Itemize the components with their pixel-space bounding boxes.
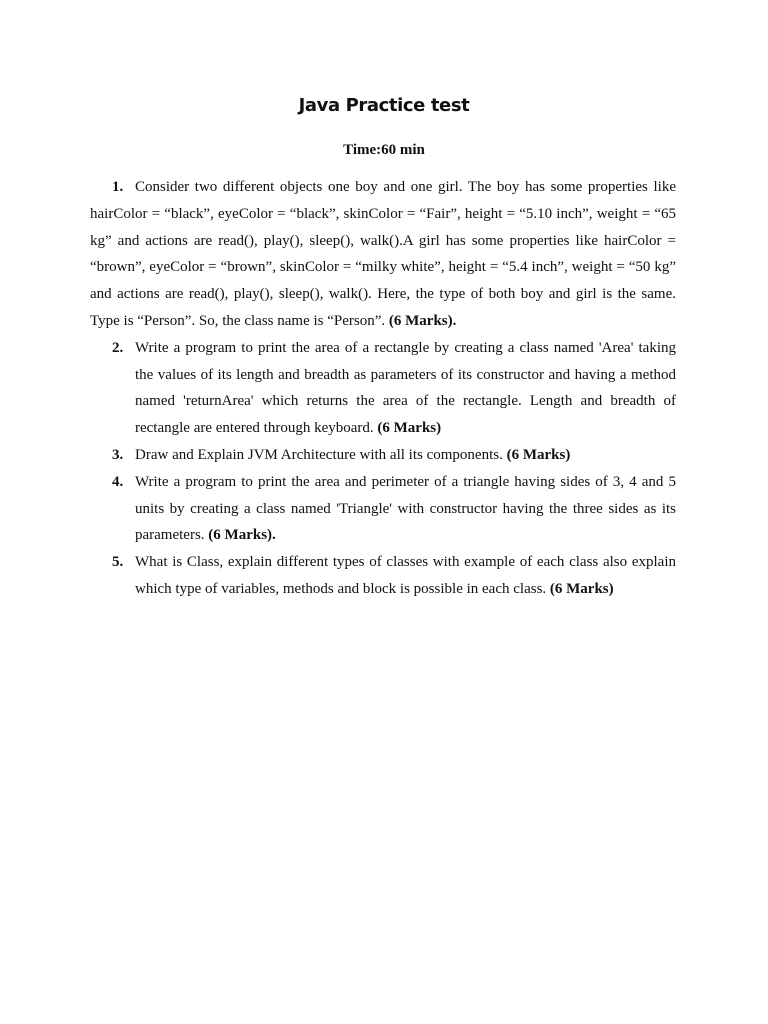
question-2 <box>90 335 676 442</box>
question-1 <box>90 174 676 335</box>
time-limit: Time:60 min <box>343 142 425 158</box>
question-marks: (6 Marks). <box>388 312 457 329</box>
question-5 <box>90 549 676 603</box>
question-text: Write a program to print the area of a rectangle by creating a class named 'Area' taking the values of its length and breadth as parameters of its constructor and having a method named 'returnArea' which returns the area of the rectangle. Length and breadth of rectangle are entered through keyboard. <box>135 339 676 437</box>
question-4 <box>90 469 676 549</box>
question-marks: (6 Marks) <box>377 420 442 437</box>
question-marks: (6 Marks) <box>549 580 614 597</box>
question-list <box>90 174 676 603</box>
question-text: What is Class, explain different types of classes with example of each class also explain which type of variables, methods and block is possible in each class. <box>135 554 676 597</box>
question-text: Draw and Explain JVM Architecture with all its components. <box>135 446 503 463</box>
document-title: Java Practice test <box>298 95 470 116</box>
question-number: 4. <box>112 473 124 490</box>
question-marks: (6 Marks). <box>208 527 276 544</box>
question-3 <box>90 442 676 469</box>
question-text: Write a program to print the area and perimeter of a triangle having sides of 3, 4 and 5 units by creating a class named 'Triangle' with constructor having the three sides as its parameters. <box>135 473 676 544</box>
question-number: 2. <box>112 339 124 356</box>
question-number: 5. <box>112 554 124 571</box>
question-text: Consider two different objects one boy and one girl. The boy has some properties like hairColor = “black”, eyeColor = “black”, skinColor = “Fair”, height = “5.10 inch”, weight = “65 kg” and actions are read(), play(), sleep(), walk().A girl has some properties like hairColor = “brown”, eyeColor = “brown”, skinColor = “milky white”, height = “5.4 inch”, weight = “50 kg” and actions are read(), play(), sleep(), walk(). Here, the type of both boy and girl is the same. Type is “Person”. So, the class name is “Person”. <box>90 179 676 329</box>
question-number: 1. <box>112 179 124 195</box>
question-marks: (6 Marks) <box>506 446 571 463</box>
question-number: 3. <box>112 446 124 463</box>
